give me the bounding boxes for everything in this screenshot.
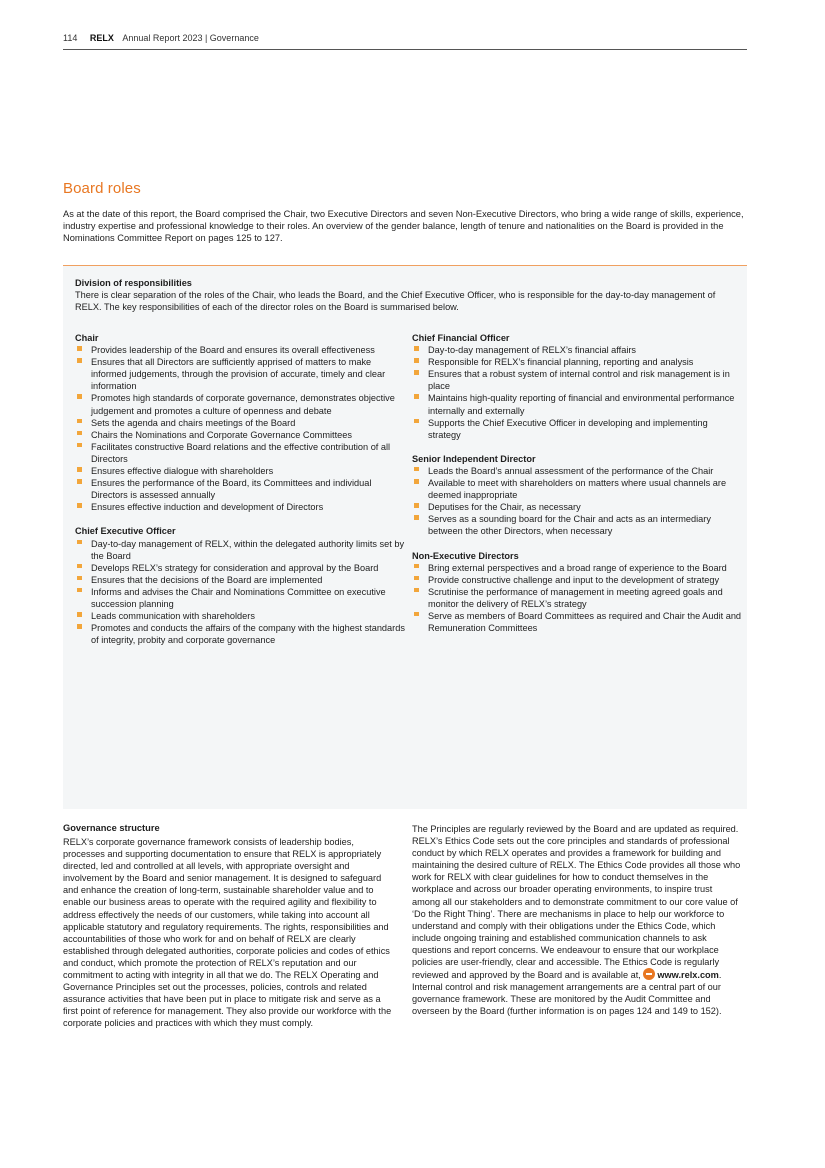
chair-list-item: [75, 441, 405, 465]
ceo-list-item: [75, 538, 405, 562]
chair-item-text: Ensures that all Directors are sufficiently apprised of matters to make informed judgements, through the provision of accurate, timely and clear information: [91, 357, 386, 392]
bullet-icon: [77, 540, 82, 545]
chair-list-item: [75, 501, 405, 513]
chair-list-item: [75, 356, 405, 392]
bullet-icon: [77, 346, 82, 351]
bullet-icon: [77, 394, 82, 399]
page-header: [63, 33, 747, 50]
ned-list-item: [412, 610, 742, 634]
division-text: There is clear separation of the roles of the Chair, who leads the Board, and the Chief Executive Officer, who is responsible for the day-to-day management of RELX. The key responsibilities of each of the director roles on the Board is summarised below.: [75, 290, 716, 312]
link-icon: [643, 968, 655, 980]
sid-list-item: [412, 477, 742, 501]
bullet-icon: [414, 576, 419, 581]
sid-item-text: Serves as a sounding board for the Chair and acts as an intermediary between the other Directors, when necessary: [428, 514, 711, 537]
bullet-icon: [414, 479, 419, 484]
chair-item-text: Ensures effective dialogue with shareholders: [91, 466, 274, 477]
division-block: [75, 277, 740, 313]
governance-title: Governance structure: [63, 823, 160, 833]
ceo-block: [75, 525, 405, 646]
ned-item-text: Provide constructive challenge and input to the development of strategy: [428, 574, 720, 585]
bullet-icon: [77, 624, 82, 629]
ceo-item-text: Day-to-day management of RELX, within the delegated authority limits set by the Board: [91, 538, 405, 561]
chair-item-text: Facilitates constructive Board relations and the effective contribution of all Directors: [91, 441, 391, 464]
ceo-list-item: [75, 562, 405, 574]
ned-list: [412, 562, 742, 635]
cfo-list-item: [412, 417, 742, 441]
brand-name: RELX: [89, 33, 114, 43]
chair-item-text: Provides leadership of the Board and ensures its overall effectiveness: [91, 345, 375, 356]
chair-item-text: Sets the agenda and chairs meetings of the Board: [91, 417, 296, 428]
section-title: Board roles: [63, 180, 141, 197]
intro-paragraph: As at the date of this report, the Board comprised the Chair, two Executive Directors and seven Non-Executive Directors, who bring a wide range of skills, experience, industry expertise and professional knowledge to their roles. An overview of the gender balance, length of tenure and nationalities on the Board is provided in the Nominations Committee Report on pages 125 to 127.: [63, 209, 744, 244]
bullet-icon: [414, 612, 419, 617]
chair-list-item: [75, 344, 405, 356]
sid-list-item: [412, 501, 742, 513]
ned-list-item: [412, 586, 742, 610]
ceo-title: Chief Executive Officer: [75, 526, 176, 537]
division-title: Division of responsibilities: [75, 278, 192, 288]
chair-block: [75, 332, 405, 513]
page-number: 114: [63, 33, 78, 43]
ned-item-text: Scrutinise the performance of management in meeting agreed goals and monitor the delivery of RELX’s strategy: [428, 586, 723, 609]
chair-list-item: [75, 392, 405, 416]
chair-item-text: Promotes high standards of corporate governance, demonstrates objective judgement and promotes a culture of openness and debate: [91, 393, 395, 416]
cfo-list-item: [412, 368, 742, 392]
sid-block: [412, 453, 742, 538]
sid-list-item: [412, 465, 742, 477]
chair-item-text: Ensures effective induction and development of Directors: [91, 502, 324, 513]
ceo-item-text: Ensures that the decisions of the Board are implemented: [91, 574, 323, 585]
cfo-item-text: Maintains high-quality reporting of financial and environmental performance internally and externally: [428, 393, 735, 416]
bullet-icon: [77, 503, 82, 508]
chair-list-item: [75, 429, 405, 441]
ceo-item-text: Leads communication with shareholders: [91, 611, 255, 622]
chair-list-item: [75, 417, 405, 429]
governance-left-text: RELX’s corporate governance framework consists of leadership bodies, processes and supporting documentation to ensure that RELX is appropriately directed, led and controlled at all levels, with appropriate oversight and involvement by the Board and senior management. It is designed to safeguard and enhance the creation of long-term, sustainable shareholder value and to enable our business areas to operate with the required agility and flexibility to address effectively the needs of our customers, while taking into account all applicable statutory and regulatory requirements. The rights, responsibilities and accountabilities of those who work for and on behalf of RELX are clearly established through delegated authorities, corporate policies and codes of ethics and conduct, which promote the protection of RELX’s reputation and our commitment to acting with integrity in all that we do. The RELX Operating and Governance Principles set out the processes, policies, controls and related assurance activities that have been put in place to mitigate risk and serve as a first point of reference for management. They also provide our workforce with the corporate policies and practices with which they must comply.: [63, 837, 392, 1029]
chair-list: [75, 344, 405, 513]
bullet-icon: [77, 443, 82, 448]
bullet-icon: [414, 394, 419, 399]
ceo-item-text: Develops RELX’s strategy for consideration and approval by the Board: [91, 562, 379, 573]
cfo-title: Chief Financial Officer: [412, 333, 510, 343]
cfo-block: [412, 332, 742, 441]
cfo-item-text: Ensures that a robust system of internal control and risk management is in place: [428, 369, 730, 392]
chair-title: Chair: [75, 333, 99, 343]
ceo-item-text: Informs and advises the Chair and Nominations Committee on executive succession planning: [91, 586, 386, 609]
ned-list-item: [412, 574, 742, 586]
ned-title: Non-Executive Directors: [412, 550, 519, 561]
sid-item-text: Available to meet with shareholders on matters where usual channels are deemed inappropriate: [428, 478, 727, 501]
sid-list-item: [412, 513, 742, 537]
sid-list: [412, 465, 742, 538]
bullet-icon: [77, 467, 82, 472]
sid-item-text: Leads the Board’s annual assessment of the performance of the Chair: [428, 465, 714, 476]
cfo-item-text: Day-to-day management of RELX’s financial affairs: [428, 345, 637, 356]
relx-website-link[interactable]: www.relx.com: [657, 970, 719, 981]
bullet-icon: [414, 503, 419, 508]
cfo-item-text: Responsible for RELX’s financial planning, reporting and analysis: [428, 357, 694, 368]
chair-list-item: [75, 477, 405, 501]
ceo-list-item: [75, 610, 405, 622]
bullet-icon: [77, 612, 82, 617]
ceo-list-item: [75, 622, 405, 646]
bullet-icon: [414, 467, 419, 472]
report-title: Annual Report 2023 | Governance: [122, 33, 259, 43]
chair-list-item: [75, 465, 405, 477]
ned-list-item: [412, 562, 742, 574]
chair-item-text: Chairs the Nominations and Corporate Governance Committees: [91, 429, 352, 440]
left-column: [75, 332, 405, 658]
governance-right-text-b: . Internal control and risk management arrangements are a central part of our governance framework. These are monitored by the Audit Committee and overseen by the Board (further information is on pages 124 and 149 to 152).: [412, 970, 722, 1017]
cfo-list-item: [412, 356, 742, 368]
bullet-icon: [77, 564, 82, 569]
bullet-icon: [414, 346, 419, 351]
bullet-icon: [77, 431, 82, 436]
bullet-icon: [77, 479, 82, 484]
bullet-icon: [77, 576, 82, 581]
bullet-icon: [77, 358, 82, 363]
ceo-list-item: [75, 574, 405, 586]
bullet-icon: [77, 588, 82, 593]
bullet-icon: [414, 515, 419, 520]
bullet-icon: [414, 370, 419, 375]
ceo-list-item: [75, 586, 405, 610]
responsibilities-box: [63, 265, 747, 809]
ned-item-text: Serve as members of Board Committees as required and Chair the Audit and Remuneration Committees: [428, 610, 742, 634]
ceo-list: [75, 538, 405, 647]
bullet-icon: [414, 564, 419, 569]
cfo-list-item: [412, 344, 742, 356]
chair-item-text: Ensures the performance of the Board, its Committees and individual Directors is assessed annually: [91, 478, 372, 501]
sid-title: Senior Independent Director: [412, 453, 536, 464]
bullet-icon: [414, 358, 419, 363]
bullet-icon: [414, 588, 419, 593]
ceo-item-text: Promotes and conducts the affairs of the company with the highest standards of integrity, probity and corporate governance: [91, 623, 405, 646]
ned-item-text: Bring external perspectives and a broad range of experience to the Board: [428, 562, 727, 573]
cfo-list: [412, 344, 742, 441]
sid-item-text: Deputises for the Chair, as necessary: [428, 502, 581, 513]
bullet-icon: [77, 419, 82, 424]
ned-block: [412, 550, 742, 635]
bullet-icon: [414, 419, 419, 424]
right-column: [412, 332, 742, 646]
governance-right-text: [412, 823, 742, 1018]
cfo-list-item: [412, 392, 742, 416]
governance-right-text-a: The Principles are regularly reviewed by the Board and are updated as required. RELX’s Ethics Code sets out the core principles and standards of professional conduct by which RELX operates and provides a framework for building and maintaining the desired culture of RELX. The Ethics Code provides all those who work for RELX with clear guidelines for how to conduct themselves in the workplace and across our broader operating environments, to inspire trust among all our stakeholders and to demonstrate commitment to our core value of ‘Do the Right Thing’. There are mechanisms in place to help our workforce to understand and comply with their obligations under the Ethics Code, which include ongoing training and established communication channels to ask questions and report concerns. We endeavour to ensure that our workplace policies are user-friendly, clear and accessible. The Ethics Code is regularly reviewed and approved by the Board and is available at,: [412, 824, 741, 981]
cfo-item-text: Supports the Chief Executive Officer in developing and implementing strategy: [428, 417, 708, 440]
